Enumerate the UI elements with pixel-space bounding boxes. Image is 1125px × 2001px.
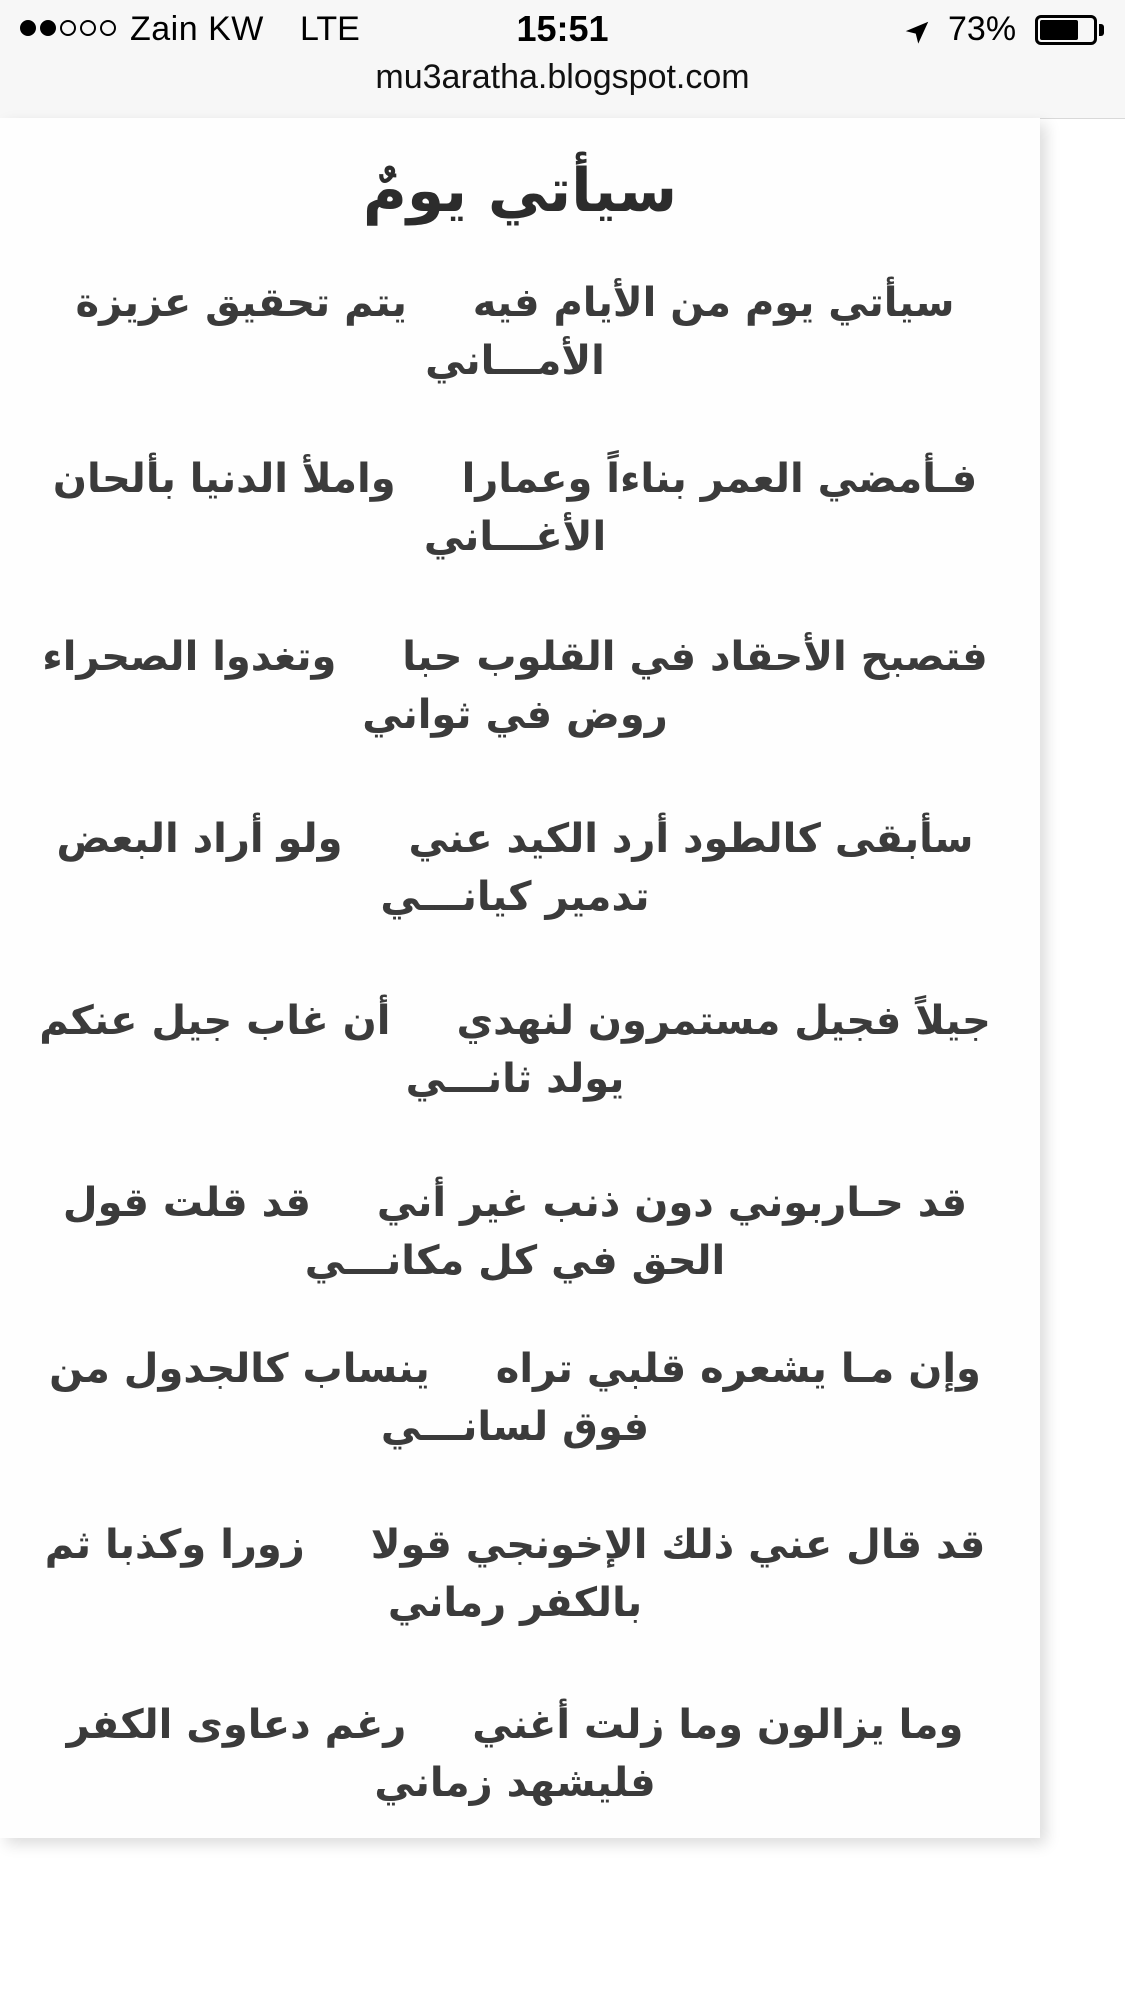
battery-level-fill <box>1040 20 1078 40</box>
battery-percentage: 73% <box>948 10 1017 48</box>
poem-verse <box>20 1696 1010 1812</box>
verse-second-hemistich: رغم دعاوى الكفر فليشهد زماني <box>66 1702 656 1806</box>
verse-first-hemistich: قد قال عني ذلك الإخونجي قولا <box>370 1522 986 1568</box>
verse-first-hemistich: وإن مـا يشعره قلبي تراه <box>495 1346 981 1392</box>
verse-second-hemistich: زورا وكذبا ثم بالكفر رماني <box>44 1522 643 1626</box>
verse-first-hemistich: سأبقى كالطود أرد الكيد عني <box>408 816 974 862</box>
verse-first-hemistich: وما يزالون وما زلت أغني <box>472 1702 964 1748</box>
verse-second-hemistich: واملأ الدنيا بألحان الأغـــاني <box>52 456 607 560</box>
poem-image <box>0 118 1040 1838</box>
network-type: LTE <box>300 10 360 48</box>
verse-second-hemistich: ينساب كالجدول من فوق لسانـــي <box>49 1346 650 1450</box>
verse-first-hemistich: فتصبح الأحقاد في القلوب حبا <box>402 634 988 680</box>
browser-chrome <box>0 0 1125 119</box>
poem-verse <box>20 992 1010 1108</box>
poem-verse <box>20 1340 1010 1456</box>
battery-icon <box>1035 15 1097 45</box>
verse-first-hemistich: قد حـاربوني دون ذنب غير أني <box>376 1180 968 1226</box>
verse-second-hemistich: ولو أراد البعض تدمير كيانـــي <box>56 816 650 920</box>
poem-verse <box>20 628 1010 744</box>
address-bar[interactable]: mu3aratha.blogspot.com <box>375 58 750 96</box>
poem-verse <box>20 450 1010 566</box>
verse-second-hemistich: وتغدوا الصحراء روض في ثواني <box>42 634 668 738</box>
poem-verse <box>20 810 1010 926</box>
poem-title: سيأتي يومٌ <box>362 156 678 226</box>
verse-second-hemistich: قد قلت قول الحق في كل مكانـــي <box>62 1180 726 1284</box>
poem-verse <box>20 1516 1010 1632</box>
poem-verse <box>20 1174 1010 1290</box>
status-time: 15:51 <box>516 8 609 49</box>
verse-first-hemistich: سيأتي يوم من الأيام فيه <box>472 280 955 326</box>
poem-verse <box>20 274 1010 390</box>
location-arrow-icon <box>902 18 932 48</box>
verse-second-hemistich: أن غاب جيل عنكم يولد ثانـــي <box>39 998 625 1102</box>
verse-second-hemistich: يتم تحقيق عزيزة الأمـــاني <box>75 280 605 384</box>
status-bar <box>0 0 1125 62</box>
carrier-name: Zain KW <box>130 10 264 48</box>
battery-tip <box>1099 24 1104 36</box>
verse-first-hemistich: جيلاً فجيل مستمرون لنهدي <box>456 998 991 1044</box>
verse-first-hemistich: فـأمضي العمر بناءاً وعمارا <box>461 456 978 502</box>
